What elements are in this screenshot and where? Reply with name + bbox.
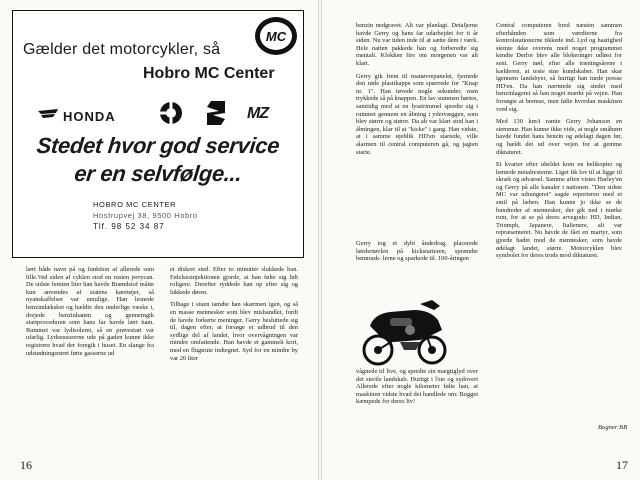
address-street: Hostrupvej 38, 9500 Hobro [93,211,198,220]
paragraph: Gerry gik frem til manøvrepanelet, fjernede den røde plastikappe som spærrede for "Knap nr. 1". Han tøvede nogle sekunder, men trykkede så på knappen. En lav summen hørtes, samtidig med at en lysstrimmel spredte sig i rummet gennem en åbning i ydervæggen, som blev større og større. Da alt var klart stod han i åbningen, klar til at "kicke" i gang. Han vidste, at i samme øjeblik HD'en startede, ville alarmen til central computeren gå, og jagten starte. [356,72,478,156]
text-column-3-end [356,368,478,432]
address-name: HOBRO MC CENTER [93,200,177,209]
paragraph: vågnede til live, og spredte sin mægtiglyd over det sterile landskab. Hurtigt i l'ste og sydovert Allerede efter nogle kilometer følte han, at maskinen vidste hvad det handlede om: Bogget kæmpede for deres liv! [356,368,478,406]
honda-wing-icon [37,107,59,121]
paragraph: Med 130 km/t ramte Gerry Johanson en stemmur. Han kunne ikke vide, at nogle småbørn havde fundet hans benzin og ødelagt dagen før, og hældt det ud over vejen for at gemme diktaturet. [496,118,622,156]
text-column-3 [356,22,478,238]
advertisement [12,10,304,258]
brand-honda: HONDA [63,109,116,124]
advert-address [93,199,198,232]
paragraph: lært både navn på og funktion af allerede som lille.Ved siden af cyklen stod en rusten jerrycan. De sidste femten liter han havde Brændstof måtte kun anvendes af statens køretøjer, så nyanskaffelser var umulige. Han lesnede benzindæksket og hældte den underlige væske i, drejede benzinhanen og gennemgik startproceduren som hans far havde lært ham. Rummet var lydisoleret, så en prøvestart var ufarlig. Lydsensorerne ude på gaden kunne ikke registrere hvad der foregik i huset. En slange fra udstødningsrøret førte gasserne ud [26,266,154,357]
paragraph: Central computeren bred næsten sammen efterhånden som værdierne fra kontrolstationerne tikkede ind. Lyd og hastighed stemte ikke overens med noget programmet kendte Derfor blev alle blokeringer udløst for sent. Gerry nød, efter alle træningsårene i kælderen, at teste sine kundskaber. Han skar igennem landsbyer, så hurtigt han turde presse HD'en. Da han nærmede sig stedet med benzinlageret så han noget mærkt på vejen. Han forsøgte at bremse, men følte hvordan maskinen vred sig. [496,22,622,113]
paragraph: Et kvarter efter uheldet kom en helikopter og hentede metalresterne. Liget fik lov til at ligge til skræk og advarsel. Samme aften vistes Harley'en og Gerry på alle kanaler i nationen. "Den sidste MC var udrangeret" sagde reporteren med et smil på læben. Han kunne jo ikke se de hundreder af mennesker, der gik ned i mørke rum, for at se på deres arvegods: HD, Indian, Triumph, Japanere, Italienere, alt var repræsenteret. Nu havde de fået en martyr, som gjorde hadet mod de mennesker, som havde ødelagt landet, større. Motorcyklen blev symbolet for deres trods mod diktaturet. [496,161,622,260]
text-column-2 [170,266,298,446]
text-column-3-wrap [356,240,478,300]
text-column-4 [496,22,622,422]
paragraph: Gerry tog et dybt åndedrag, placerede lærdertøvlen på kickstarteren, sprændte benmusk- lerne og sparkede til. 100-åringen [356,240,478,263]
club-logo-icon [253,15,299,57]
paragraph: benzin nedgravet. Alt var planlagt. Detaljerne havde Gerry og hans far udarbejdet for ti år siden. Nu var tiden inde til at sætte dem i værk. Hele natten pakkede han og forberedte sig mentalt. Klokken fire om morgenen var alt klart. [356,22,478,67]
paragraph: Tilbage i stuen tændte han skærmen igen, og så en masse mennesker som blev mishandlet, fordi de havde forkerte meninger. Gerry besluttede sig til, dagen efter, at forsøge et udbrud til den sydlige del af landet, hvor overvågningen var mindre omfattende. Han havde et gammelt kort, med en flugtrute indtegnet. Syd for en mindre by var 20 liter [170,301,298,362]
address-phone: Tlf. 98 52 34 87 [93,222,165,231]
yamaha-tuning-forks-icon [159,101,183,125]
advert-headline: Hobro MC Center [143,65,275,82]
brand-mz: MZ [247,105,269,122]
advert-slogan-line1: Stedet hvor god service [35,133,281,158]
right-page [322,0,640,480]
page-number-right: 17 [616,458,628,472]
paragraph: et diskret sted. Efter to minutter slukkede han. Følelsesinjektionen gjorde, at han følte sig lidt roligere. Derefter ryddede han op efter sig og lukkede døren. [170,266,298,296]
advert-slogan-line2: er en selvfølge... [73,161,243,186]
club-logo-text: MC [265,29,287,44]
advert-intro: Gælder det motorcykler, så [23,41,221,58]
brand-logos [33,95,301,129]
page-number-left: 16 [20,458,32,472]
author-signature: Bogner BB [598,424,628,431]
suzuki-s-icon [205,99,227,127]
motorcycle-illustration-icon [360,296,450,368]
text-column-1 [26,266,154,444]
left-page [0,0,318,480]
